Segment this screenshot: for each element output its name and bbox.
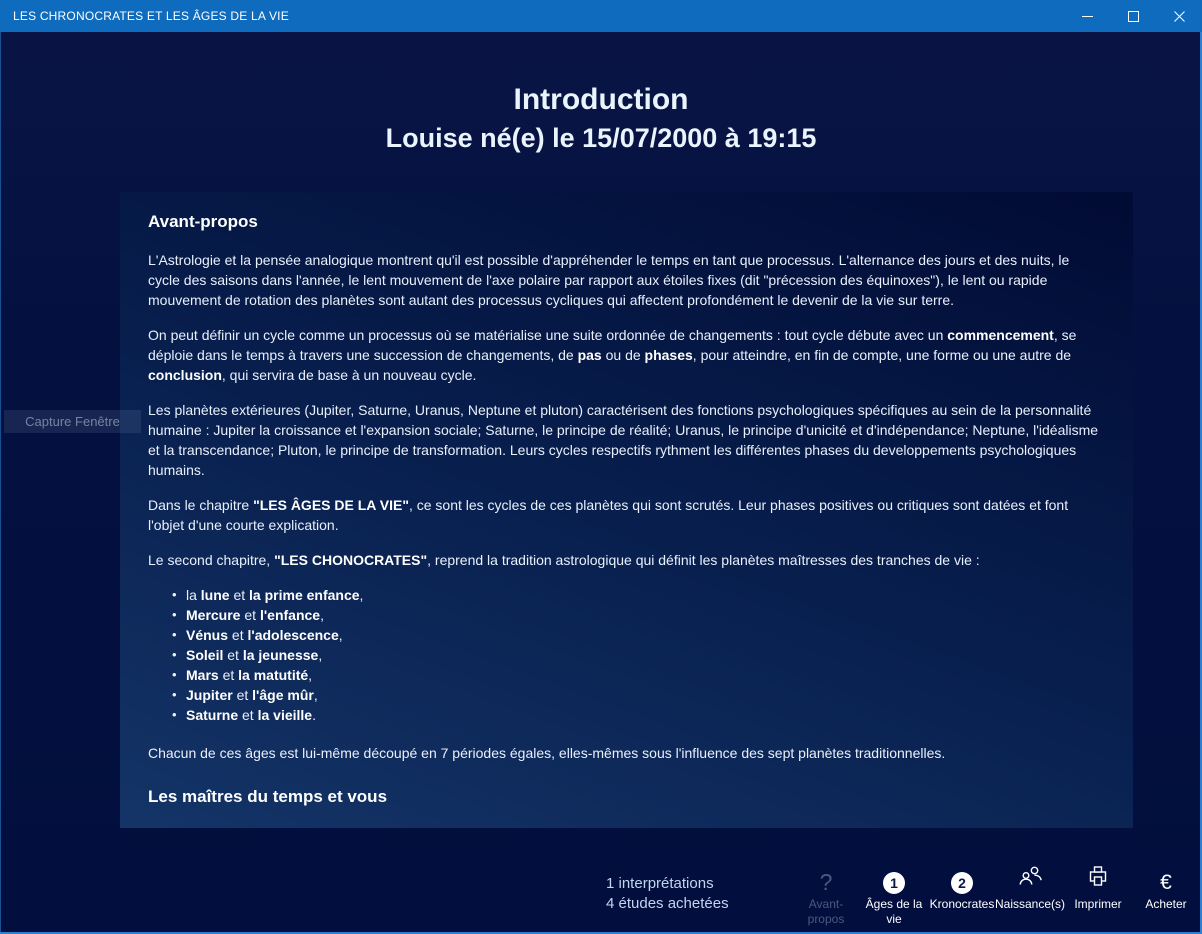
printer-icon <box>1086 864 1110 894</box>
list-item: • Mars et la matutité, <box>186 665 1105 685</box>
nav-item-ages-de-la-vie[interactable] <box>860 866 928 927</box>
capture-window-overlay[interactable] <box>4 410 141 433</box>
paragraph-2: On peut définir un cycle comme un processus où se matérialise une suite ordonnée de changements : tout cycle débute avec un commencement, se déploie dans le temps à travers une succession de changements, de pas ou de phases, pour atteindre, en fin de compte, une forme ou une autre de conclusion, qui servira de base à un nouveau cycle. <box>148 327 1077 383</box>
status-summary <box>606 874 729 914</box>
minimize-icon <box>1082 11 1093 22</box>
paragraph-6: Chacun de ces âges est lui-même découpé en 7 périodes égales, elles-mêmes sous l'influence des sept planètes traditionnelles. <box>148 745 946 761</box>
page-title: Introduction <box>513 83 689 116</box>
bottom-nav <box>792 866 1200 927</box>
paragraph-3: Les planètes extérieures (Jupiter, Saturne, Uranus, Neptune et pluton) caractérisent des fonctions psychologiques spécifiques au sein de la personnalité humaine : Jupiter la croissance et l'expansion sociale; Saturne, le principe de réalité; Uranus, le principe d'unicité et d'indépendance; Neptune, l'idéalisme et la transcendance; Pluton, le principe de transformation. Leurs cycles respectifs rythment les différentes phases du developpements psychologiques humains. <box>148 402 1099 478</box>
capture-window-label: Capture Fenêtre <box>25 414 120 429</box>
interpretations-count: 1 interprétations <box>606 875 714 892</box>
window-border-left <box>0 32 1 934</box>
nav-label-ages-de-la-vie: Âges de la vie <box>865 897 923 926</box>
purchased-studies-count: 4 études achetées <box>606 895 729 912</box>
question-mark-icon: ? <box>819 869 833 895</box>
list-item: • la lune et la prime enfance, <box>186 585 1105 605</box>
section-title-avant-propos: Avant-propos <box>148 212 258 231</box>
page-header <box>0 80 1202 158</box>
title-bar[interactable] <box>0 0 1202 32</box>
page-subtitle: Louise né(e) le 15/07/2000 à 19:15 <box>385 123 817 153</box>
close-icon <box>1174 11 1185 22</box>
list-item: • Saturne et la vieille. <box>186 705 1105 725</box>
list-item: • Mercure et l'enfance, <box>186 605 1105 625</box>
nav-item-avant-propos[interactable] <box>792 866 860 927</box>
list-item: • Soleil et la jeunesse, <box>186 645 1105 665</box>
nav-item-naissances[interactable] <box>996 866 1064 927</box>
circle-1-icon: 1 <box>883 872 905 894</box>
paragraph-4: Dans le chapitre "LES ÂGES DE LA VIE", ce sont les cycles de ces planètes qui sont scrutés. Leur phases positives ou critiques sont datées et font l'objet d'une courte explication. <box>148 497 1069 533</box>
euro-icon: € <box>1160 871 1172 894</box>
nav-label-imprimer: Imprimer <box>1074 897 1122 911</box>
content-panel <box>120 192 1133 828</box>
nav-label-naissances: Naissance(s) <box>994 897 1066 911</box>
nav-label-avant-propos: Avant-propos <box>807 897 845 926</box>
nav-label-kronocrates: Kronocrates <box>929 897 995 911</box>
nav-item-acheter[interactable] <box>1132 866 1200 927</box>
nav-item-imprimer[interactable] <box>1064 866 1132 927</box>
nav-item-kronocrates[interactable] <box>928 866 996 927</box>
minimize-button[interactable] <box>1064 0 1110 32</box>
list-item: • Jupiter et l'âge mûr, <box>186 685 1105 705</box>
planet-age-list <box>148 585 1105 725</box>
people-icon <box>1017 864 1044 894</box>
window-controls <box>1064 0 1202 32</box>
paragraph-5: Le second chapitre, "LES CHONOCRATES", reprend la tradition astrologique qui définit les planètes maîtresses des tranches de vie : <box>148 552 980 568</box>
list-item: • Vénus et l'adolescence, <box>186 625 1105 645</box>
paragraph-1: L'Astrologie et la pensée analogique montrent qu'il est possible d'appréhender le temps en tant que processus. L'alternance des jours et des nuits, le cycle des saisons dans l'année, le lent mouvement de l'axe polaire par rapport aux étoiles fixes (dit "précession des équinoxes"), le lent ou rapide mouvement de rotation des planètes sont autant des processus cycliques qui affectent profondément le devenir de la vie sur terre. <box>148 252 1070 308</box>
maximize-icon <box>1128 11 1139 22</box>
circle-2-icon: 2 <box>951 872 973 894</box>
section-title-maitres-du-temps: Les maîtres du temps et vous <box>148 787 388 806</box>
maximize-button[interactable] <box>1110 0 1156 32</box>
window-title: LES CHRONOCRATES ET LES ÂGES DE LA VIE <box>13 9 289 23</box>
nav-label-acheter: Acheter <box>1145 897 1187 911</box>
close-button[interactable] <box>1156 0 1202 32</box>
